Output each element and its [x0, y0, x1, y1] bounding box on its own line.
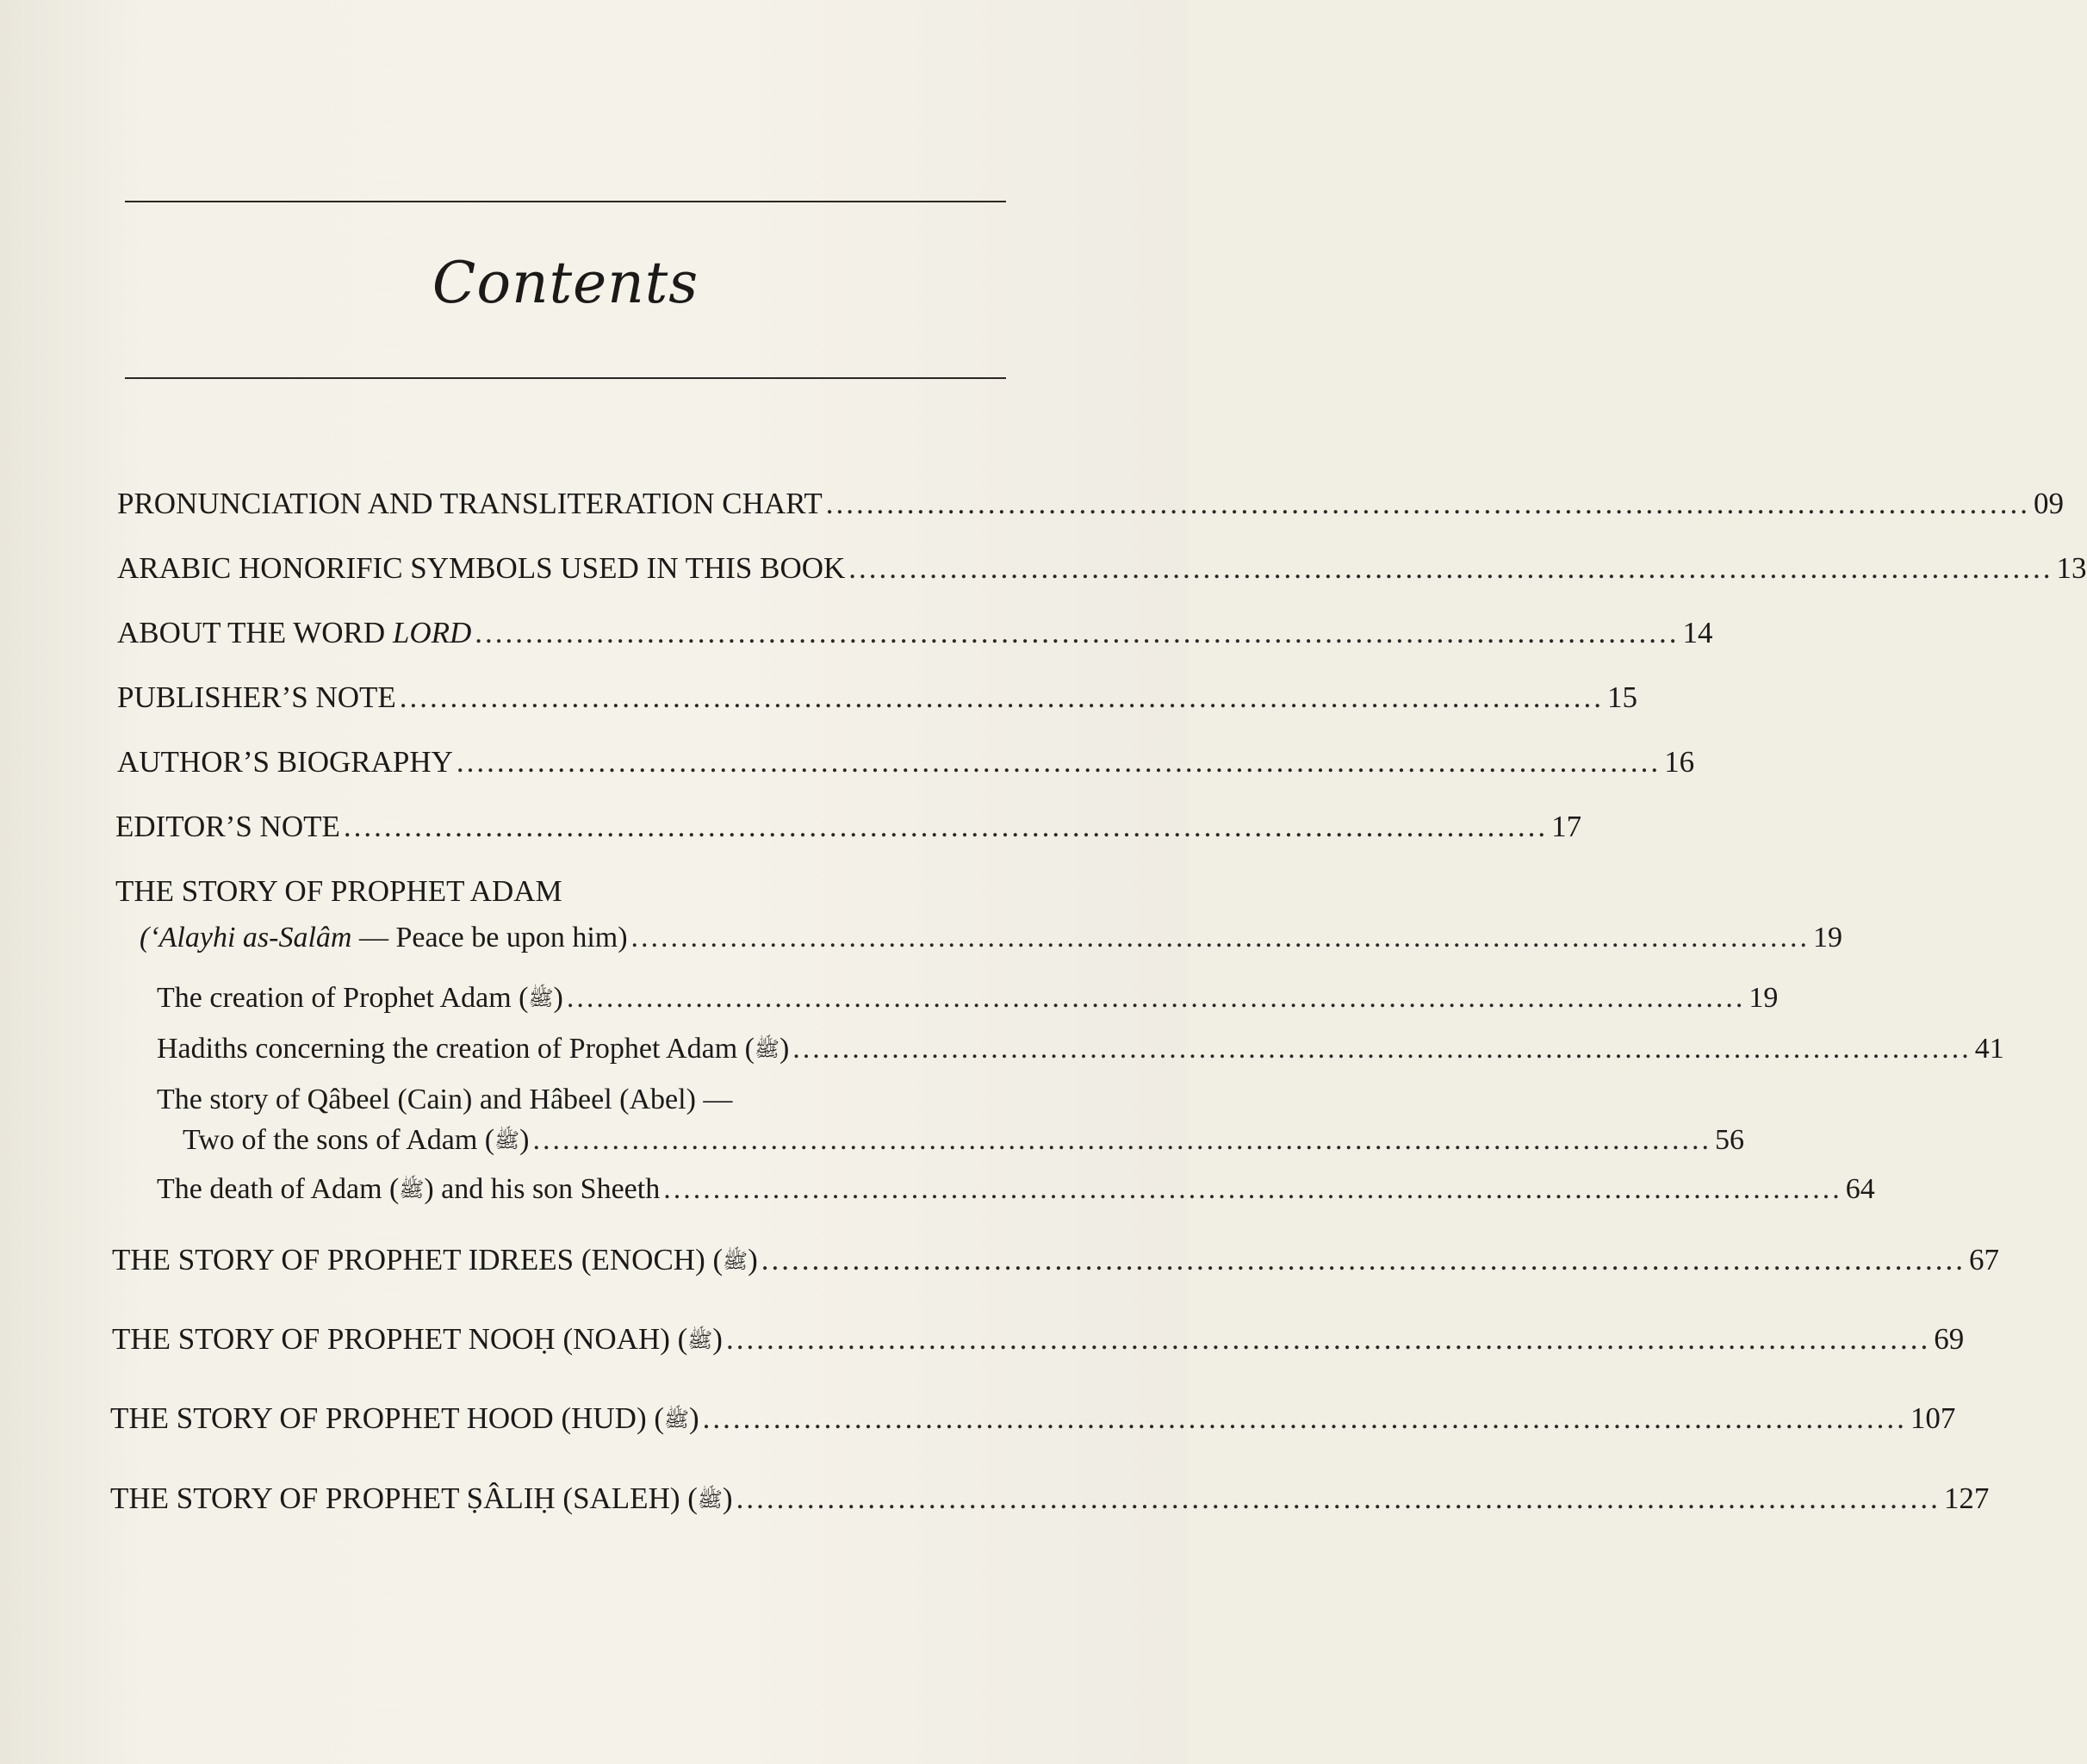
entry-label: PRONUNCIATION AND TRANSLITERATION CHART: [117, 487, 823, 520]
entry-label-text: Two of the sons of Adam (: [183, 1124, 495, 1156]
entry-label-text: The death of Adam (: [157, 1173, 400, 1205]
honorific-symbol-icon: ﷺ: [528, 988, 554, 1010]
leader-dots: .......................................................................................................................: [456, 745, 1662, 779]
toc-entry: [112, 1322, 1965, 1359]
entry-label: [157, 982, 563, 1017]
leader-dots: .......................................................................................................................: [702, 1401, 1907, 1435]
honorific-translation: — Peace be upon him): [351, 922, 628, 953]
entry-label-text: ) and his son Sheeth: [424, 1173, 661, 1205]
page-number: 56: [1714, 1124, 1744, 1156]
page-title: Contents: [432, 250, 699, 316]
leader-dots: .......................................................................................................................: [736, 1481, 1941, 1515]
honorific-symbol-icon: ﷺ: [754, 1039, 780, 1061]
honorific-symbol-icon: ﷺ: [687, 1330, 713, 1352]
entry-label-emphasis: LORD: [392, 616, 472, 649]
entry-label: [140, 922, 628, 954]
toc-entry: [117, 487, 2065, 521]
entry-label: [110, 1401, 699, 1438]
page-number: 19: [1813, 922, 1843, 953]
entry-label-text: ): [779, 1033, 790, 1065]
page-number: 14: [1682, 616, 1713, 649]
toc-entry: [117, 616, 1713, 650]
entry-label-text: ): [553, 982, 563, 1014]
page-number: 13: [2056, 551, 2087, 585]
leader-dots: .......................................................................................................................: [566, 982, 1746, 1014]
leader-dots: .......................................................................................................................: [399, 680, 1605, 714]
entry-label: [112, 1243, 758, 1280]
toc-entry: [112, 1243, 2000, 1280]
entry-label: [157, 1173, 660, 1208]
honorific-transliteration: (‘Alayhi as-Salâm: [140, 922, 352, 953]
page-number: 67: [1969, 1243, 2000, 1276]
entry-label: AUTHOR’S BIOGRAPHY: [117, 745, 453, 779]
page-number: 69: [1934, 1322, 1965, 1356]
entry-label: [183, 1124, 529, 1159]
honorific-symbol-icon: ﷺ: [399, 1179, 425, 1202]
entry-label: [110, 1481, 733, 1519]
entry-label-text: ): [689, 1401, 699, 1435]
toc-entry: [117, 745, 1695, 780]
leader-dots: .......................................................................................................................: [792, 1033, 1972, 1065]
toc-entry: [140, 922, 1843, 954]
entry-label-text: Hadiths concerning the creation of Prophet Adam (: [157, 1033, 755, 1065]
entry-label: [117, 616, 471, 650]
page-number: 15: [1607, 680, 1638, 714]
toc-entry: [117, 680, 1638, 715]
leader-dots: .......................................................................................................................: [532, 1124, 1711, 1156]
leader-dots: .......................................................................................................................: [663, 1173, 1842, 1205]
honorific-symbol-icon: ﷺ: [664, 1409, 690, 1432]
leader-dots: .......................................................................................................................: [343, 810, 1549, 843]
bottom-rule: [125, 377, 1006, 379]
entry-label-text: ): [722, 1481, 733, 1515]
entry-label-text: THE STORY OF PROPHET HOOD (HUD) (: [110, 1401, 665, 1435]
entry-label-text: THE STORY OF PROPHET NOOḤ (NOAH) (: [112, 1322, 688, 1356]
page-number: 107: [1910, 1401, 1956, 1435]
page-number: 16: [1664, 745, 1695, 779]
entry-label-text: THE STORY OF PROPHET ṢÂLIḤ (SALEH) (: [110, 1481, 698, 1515]
entry-label-text: ): [519, 1124, 530, 1156]
top-rule: [125, 201, 1006, 202]
leader-dots: .......................................................................................................................: [630, 922, 1811, 953]
toc-entry: [115, 810, 1582, 844]
toc-subentry: [157, 982, 1779, 1017]
entry-label: [112, 1322, 723, 1359]
subentry-first-line: The story of Qâbeel (Cain) and Hâbeel (Abel) —: [157, 1084, 733, 1115]
entry-label-text: ABOUT THE WORD: [117, 616, 393, 649]
toc-entry: [117, 551, 2087, 586]
leader-dots: .......................................................................................................................: [825, 487, 2031, 520]
honorific-symbol-icon: ﷺ: [494, 1130, 520, 1152]
entry-label: PUBLISHER’S NOTE: [117, 680, 396, 714]
leader-dots: .......................................................................................................................: [475, 616, 1680, 649]
page-number: 09: [2034, 487, 2065, 520]
entry-label: [157, 1033, 789, 1068]
honorific-symbol-icon: ﷺ: [723, 1251, 748, 1273]
leader-dots: .......................................................................................................................: [761, 1243, 1966, 1276]
page-number: 127: [1943, 1481, 1990, 1515]
leader-dots: .......................................................................................................................: [725, 1322, 1931, 1356]
page-number: 41: [1974, 1033, 2004, 1065]
entry-label: EDITOR’S NOTE: [115, 810, 340, 843]
page-number: 17: [1551, 810, 1582, 843]
toc-entry: [110, 1401, 1956, 1438]
entry-label: ARABIC HONORIFIC SYMBOLS USED IN THIS BOOK: [117, 551, 846, 585]
entry-label-text: ): [712, 1322, 723, 1356]
toc-subentry: [157, 1033, 2004, 1068]
toc-entry: [110, 1481, 1990, 1519]
entry-label-text: The creation of Prophet Adam (: [157, 982, 529, 1014]
entry-label-text: THE STORY OF PROPHET IDREES (ENOCH) (: [112, 1243, 724, 1276]
leader-dots: .......................................................................................................................: [848, 551, 2053, 585]
honorific-symbol-icon: ﷺ: [697, 1489, 723, 1512]
page-number: 64: [1845, 1173, 1875, 1205]
toc-subentry: [183, 1124, 1744, 1159]
entry-label-text: ): [748, 1243, 758, 1276]
page-number: 19: [1748, 982, 1779, 1014]
toc-subentry: [157, 1173, 1875, 1208]
section-heading-adam: THE STORY OF PROPHET ADAM: [115, 874, 562, 908]
